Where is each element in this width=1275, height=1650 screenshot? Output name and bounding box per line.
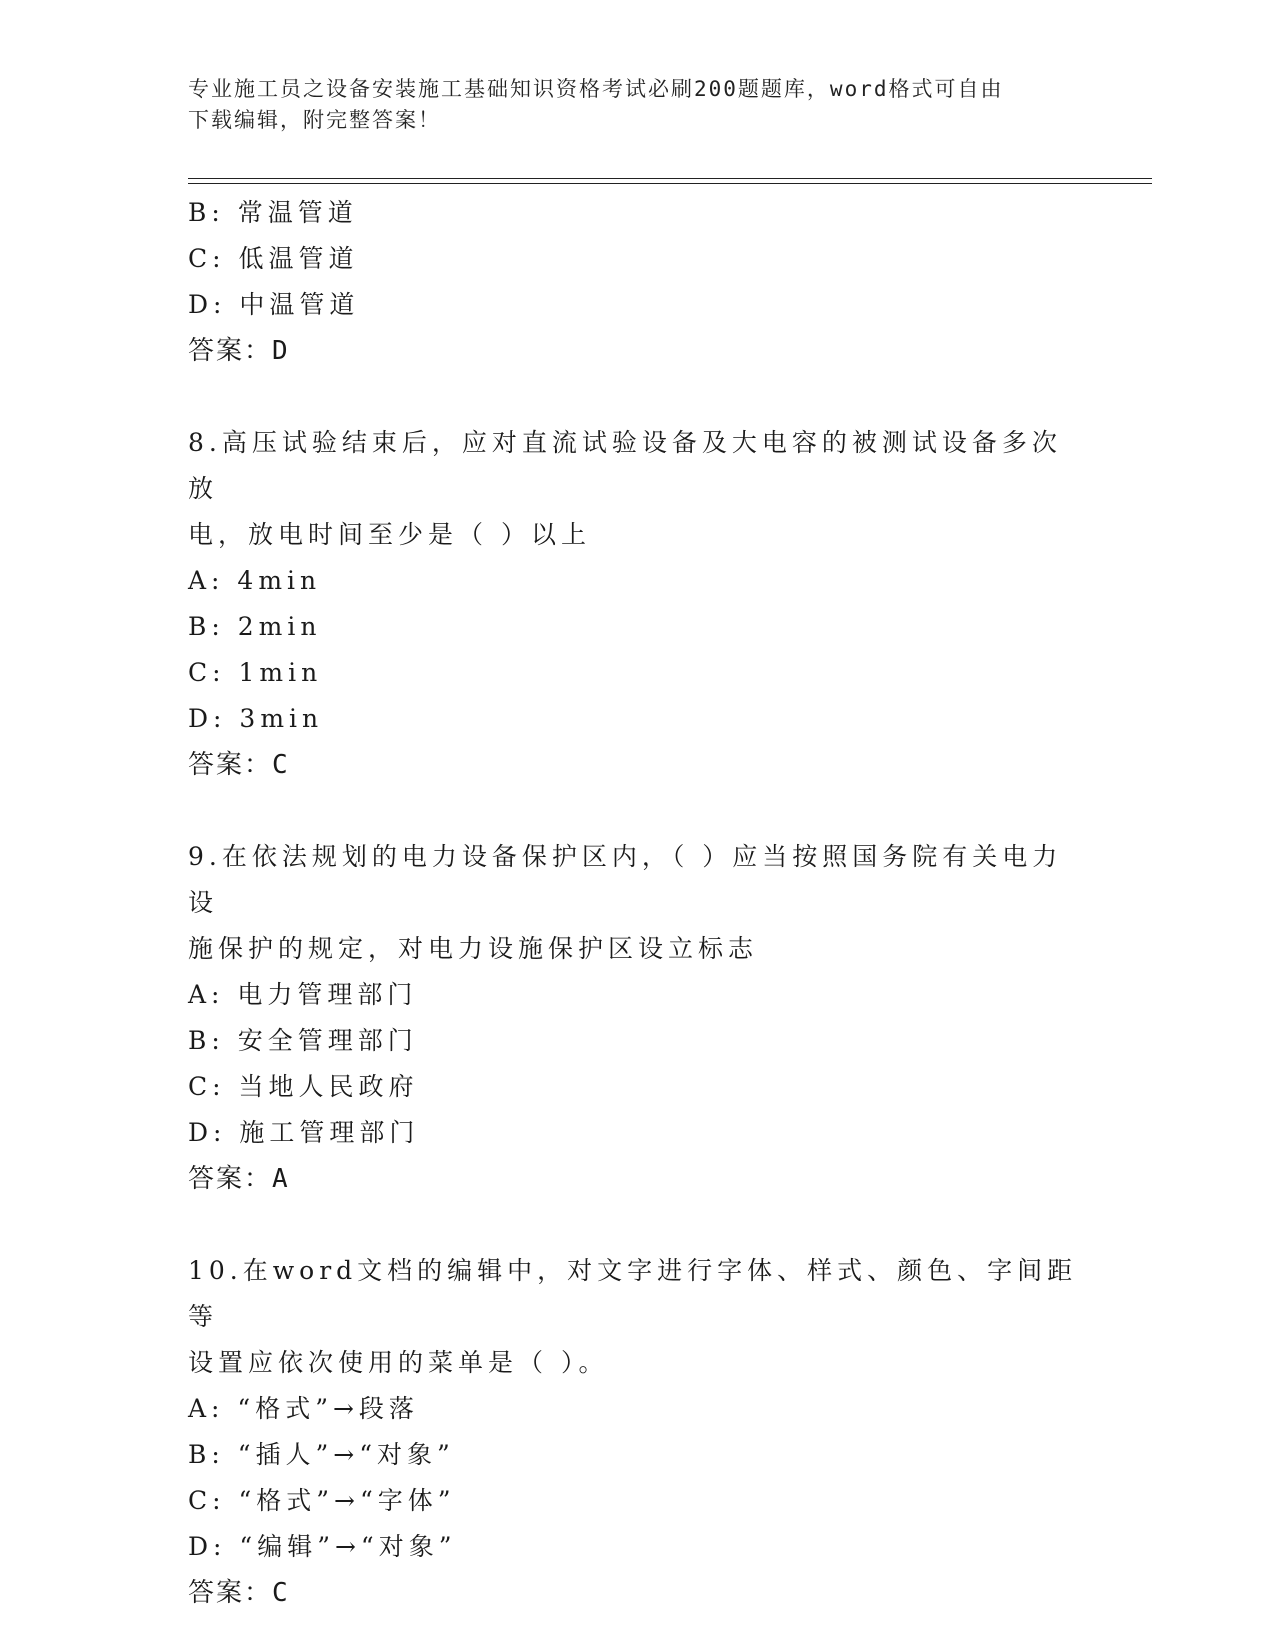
question-stem-line-1: 9.在依法规划的电力设备保护区内，（ ）应当按照国务院有关电力设 (188, 842, 1063, 917)
header-line-2: 下载编辑，附完整答案！ (188, 108, 441, 132)
answer-prefix: 答案： (188, 1578, 273, 1608)
option-b: B: 2min (188, 612, 322, 641)
question-8 (188, 420, 1088, 788)
question-stem (188, 1248, 1088, 1386)
option-a: A: “格式”→段落 (188, 1394, 419, 1423)
question-stem (188, 834, 1088, 972)
document-body (188, 190, 1088, 1616)
option-c: C: 低温管道 (188, 244, 359, 273)
option-c: C: 1min (188, 658, 323, 687)
answer-line (188, 328, 1088, 374)
option-d: D: 3min (188, 704, 324, 733)
answer-value: C (272, 750, 290, 780)
answer-value: A (272, 1164, 290, 1194)
option-d: D: “编辑”→“对象” (188, 1532, 457, 1561)
header-line-1: 专业施工员之设备安装施工基础知识资格考试必刷200题题库，word格式可自由 (188, 77, 1004, 101)
question-stem-line-1: 8.高压试验结束后，应对直流试验设备及大电容的被测试设备多次放 (188, 428, 1062, 503)
option-b: B: 安全管理部门 (188, 1026, 418, 1055)
question-stem-line-1: 10.在word文档的编辑中，对文字进行字体、样式、颜色、字间距等 (188, 1256, 1078, 1331)
question-10 (188, 1248, 1088, 1616)
answer-value: D (272, 336, 290, 366)
answer-line (188, 742, 1088, 788)
header-rule-bottom (188, 183, 1152, 184)
option-b: B: 常温管道 (188, 198, 358, 227)
option-c: C: “格式”→“字体” (188, 1486, 456, 1515)
question-stem (188, 420, 1088, 558)
answer-value: C (272, 1578, 290, 1608)
option-c: C: 当地人民政府 (188, 1072, 419, 1101)
answer-prefix: 答案： (188, 336, 273, 366)
question-stem-line-2: 设置应依次使用的菜单是（ ）。 (188, 1348, 609, 1377)
option-a: A: 电力管理部门 (188, 980, 418, 1009)
answer-line (188, 1570, 1088, 1616)
document-header (188, 74, 1068, 136)
option-a: A: 4min (188, 566, 322, 595)
header-rule-top (188, 178, 1152, 179)
option-b: B: “插人”→“对象” (188, 1440, 455, 1469)
question-stem-line-2: 施保护的规定，对电力设施保护区设立标志 (188, 934, 759, 963)
answer-prefix: 答案： (188, 1164, 273, 1194)
option-d: D: 施工管理部门 (188, 1118, 420, 1147)
question-9 (188, 834, 1088, 1202)
question-7-continued (188, 190, 1088, 374)
question-stem-line-2: 电，放电时间至少是（ ）以上 (188, 520, 591, 549)
answer-prefix: 答案： (188, 750, 273, 780)
option-d: D: 中温管道 (188, 290, 360, 319)
answer-line (188, 1156, 1088, 1202)
